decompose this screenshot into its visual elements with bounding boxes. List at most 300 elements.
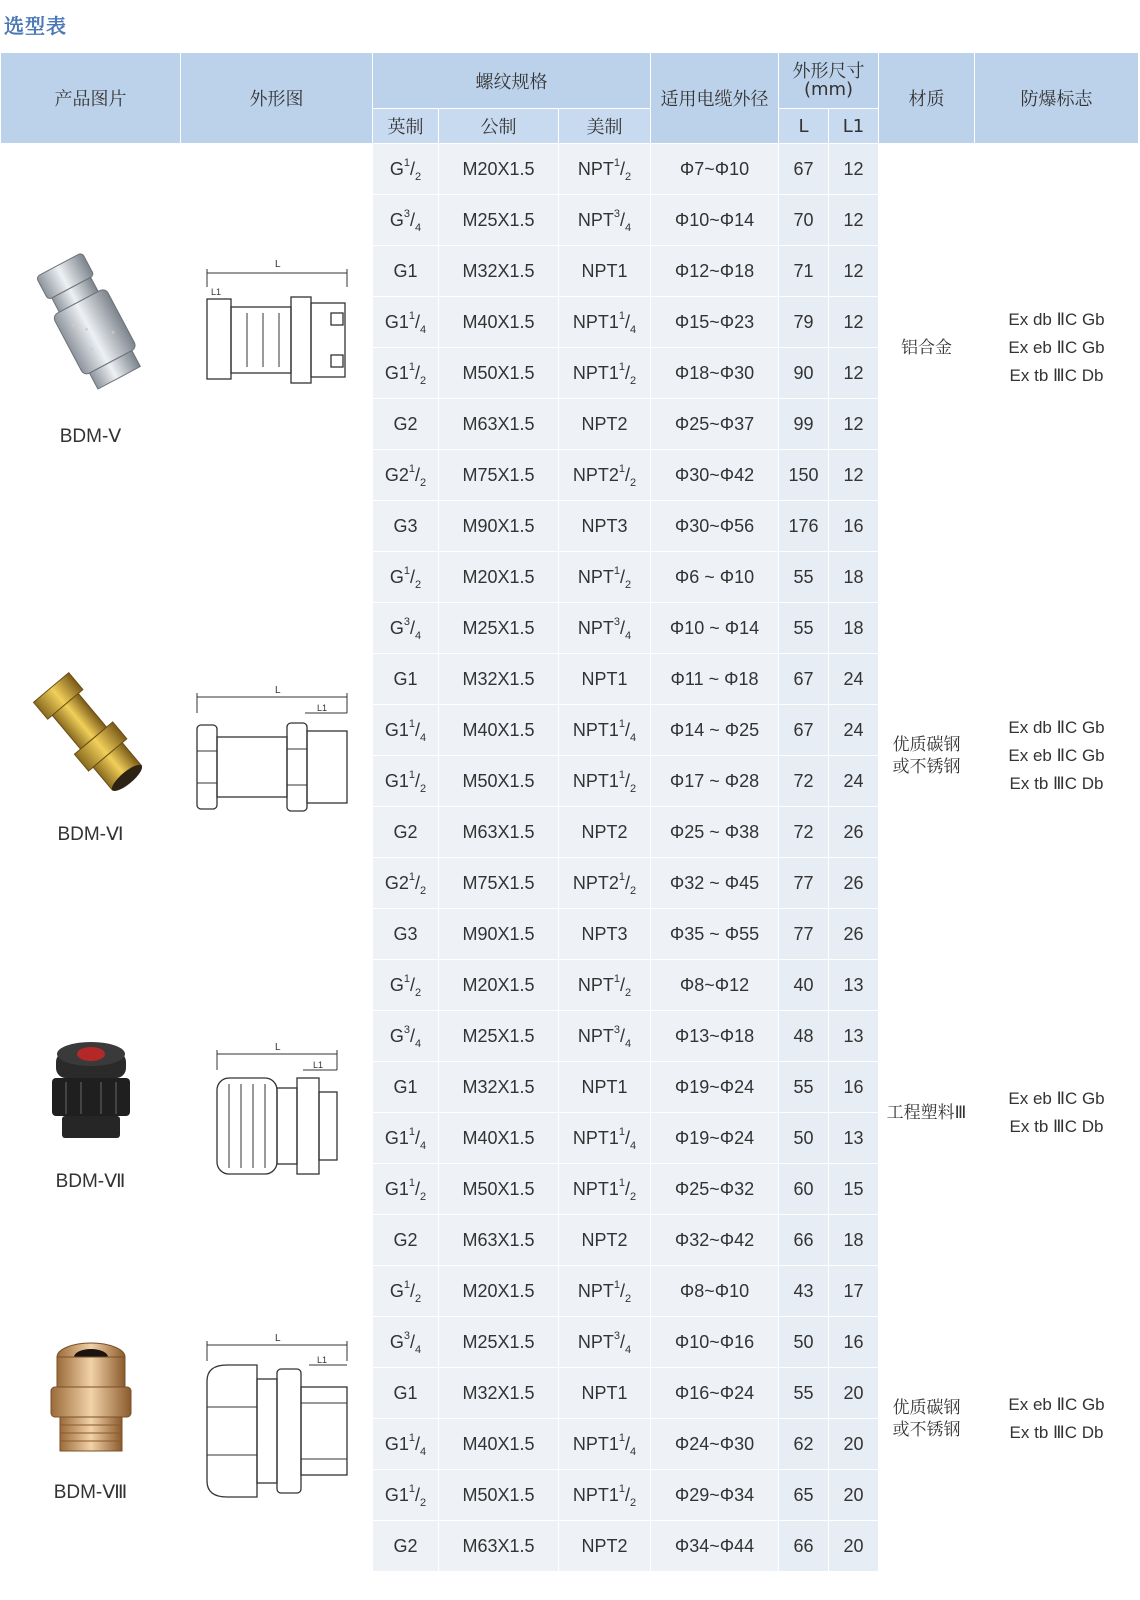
dim-L-value: 90 <box>779 348 829 399</box>
dim-L-value: 77 <box>779 909 829 960</box>
metric-thread: M32X1.5 <box>439 1062 559 1113</box>
cable-diameter: Φ13~Φ18 <box>651 1011 779 1062</box>
npt-thread: NPT2 <box>559 807 651 858</box>
metric-thread: M63X1.5 <box>439 807 559 858</box>
frac-den: 4 <box>630 1445 637 1458</box>
product-photo-bdm-viii <box>36 1333 146 1463</box>
header-dims-title: 外形尺寸 <box>792 60 865 82</box>
header-dim-L: L <box>779 109 829 144</box>
metric-thread: M50X1.5 <box>439 1470 559 1521</box>
frac-den: 2 <box>630 476 637 489</box>
dim-L-value: 50 <box>779 1317 829 1368</box>
cable-diameter: Φ30~Φ56 <box>651 501 779 552</box>
frac-num: 1 <box>403 972 410 985</box>
outline-drawing-cell <box>181 552 373 960</box>
dim-L-value: 66 <box>779 1215 829 1266</box>
material-line: 优质碳钢 <box>892 734 961 755</box>
cable-diameter: Φ34~Φ44 <box>651 1521 779 1572</box>
header-cable-od: 适用电缆外径 <box>651 53 779 144</box>
imperial-thread: $G1^1/_4$ <box>373 1113 439 1164</box>
cable-diameter: Φ14 ~ Φ25 <box>651 705 779 756</box>
dim-label-L1: L1 <box>210 287 221 297</box>
frac-num: 1 <box>408 717 415 730</box>
frac-den: 4 <box>630 323 637 336</box>
imperial-thread: G3 <box>373 501 439 552</box>
imperial-thread: $G^1/_2$ <box>373 960 439 1011</box>
cable-diameter: Φ15~Φ23 <box>651 297 779 348</box>
imperial-thread: $G^1/_2$ <box>373 1266 439 1317</box>
header-dims <box>779 53 879 109</box>
product-photo-bdm-vii <box>36 1032 146 1152</box>
material-line: 或不锈钢 <box>892 1419 961 1440</box>
npt-thread: $NPT^3/_4$ <box>559 195 651 246</box>
dim-L-value: 40 <box>779 960 829 1011</box>
frac-den: 2 <box>630 782 637 795</box>
table-row <box>1 144 1139 195</box>
dim-L-value: 50 <box>779 1113 829 1164</box>
header-metric: 公制 <box>439 109 559 144</box>
frac-num: 1 <box>408 1482 415 1495</box>
frac-num: 1 <box>408 1125 415 1138</box>
frac-den: 2 <box>625 986 632 999</box>
dim-L1-value: 16 <box>829 1062 879 1113</box>
cable-diameter: Φ32~Φ42 <box>651 1215 779 1266</box>
frac-den: 2 <box>420 782 427 795</box>
frac-num: 1 <box>618 309 625 322</box>
imperial-thread: G2 <box>373 399 439 450</box>
dim-L1-value: 12 <box>829 348 879 399</box>
frac-num: 1 <box>613 564 620 577</box>
dim-L-value: 176 <box>779 501 829 552</box>
frac-den: 2 <box>415 170 422 183</box>
dim-L1-value: 13 <box>829 960 879 1011</box>
model-name: BDM-Ⅷ <box>53 1482 128 1503</box>
npt-thread: $NPT2^1/_2$ <box>559 450 651 501</box>
metric-thread: M20X1.5 <box>439 144 559 195</box>
frac-den: 4 <box>420 1445 427 1458</box>
ex-mark-cell <box>975 552 1139 960</box>
table-body <box>1 144 1139 1572</box>
imperial-thread: G1 <box>373 1062 439 1113</box>
dim-label-L1: L1 <box>316 703 327 713</box>
dim-L-value: 77 <box>779 858 829 909</box>
dim-L-value: 71 <box>779 246 829 297</box>
metric-thread: M75X1.5 <box>439 450 559 501</box>
dim-L-value: 55 <box>779 552 829 603</box>
dim-L1-value: 12 <box>829 246 879 297</box>
dim-L1-value: 15 <box>829 1164 879 1215</box>
imperial-thread: G2 <box>373 807 439 858</box>
npt-thread: $NPT2^1/_2$ <box>559 858 651 909</box>
outline-drawing-cell <box>181 960 373 1266</box>
imperial-thread: $G1^1/_4$ <box>373 705 439 756</box>
npt-thread: $NPT1^1/_2$ <box>559 1470 651 1521</box>
metric-thread: M40X1.5 <box>439 1419 559 1470</box>
frac-den: 4 <box>415 1037 422 1050</box>
dim-L-value: 62 <box>779 1419 829 1470</box>
table-row <box>1 1266 1139 1317</box>
cable-diameter: Φ6 ~ Φ10 <box>651 552 779 603</box>
frac-num: 1 <box>618 462 625 475</box>
ex-mark-line: Ex tb ⅢC Db <box>1009 1422 1104 1442</box>
dim-L1-value: 20 <box>829 1521 879 1572</box>
product-photo-bdm-vi <box>26 665 156 805</box>
frac-num: 1 <box>618 870 625 883</box>
dim-L-value: 72 <box>779 807 829 858</box>
frac-num: 3 <box>403 207 410 220</box>
frac-den: 2 <box>630 1190 637 1203</box>
dim-L1-value: 12 <box>829 450 879 501</box>
frac-num: 1 <box>618 768 625 781</box>
dim-L-value: 67 <box>779 144 829 195</box>
material-cell <box>879 960 975 1266</box>
npt-thread: $NPT1^1/_2$ <box>559 1164 651 1215</box>
dim-L-value: 43 <box>779 1266 829 1317</box>
dim-L1-value: 18 <box>829 1215 879 1266</box>
frac-num: 1 <box>408 1431 415 1444</box>
frac-num: 1 <box>618 1176 625 1189</box>
npt-thread: $NPT^1/_2$ <box>559 144 651 195</box>
metric-thread: M50X1.5 <box>439 1164 559 1215</box>
dim-L1-value: 13 <box>829 1011 879 1062</box>
npt-thread: $NPT1^1/_2$ <box>559 756 651 807</box>
dim-label-L: L <box>274 685 281 696</box>
frac-den: 2 <box>415 986 422 999</box>
imperial-thread: $G^3/_4$ <box>373 1011 439 1062</box>
npt-thread: $NPT^3/_4$ <box>559 1011 651 1062</box>
product-photo-bdm-v <box>26 247 156 407</box>
ex-mark-line: Ex eb ⅡC Gb <box>1008 1088 1105 1108</box>
frac-num: 1 <box>403 156 410 169</box>
frac-num: 1 <box>613 156 620 169</box>
npt-thread: NPT2 <box>559 1521 651 1572</box>
metric-thread: M25X1.5 <box>439 195 559 246</box>
frac-num: 1 <box>408 1176 415 1189</box>
material-cell <box>879 552 975 960</box>
cable-diameter: Φ10~Φ16 <box>651 1317 779 1368</box>
frac-num: 1 <box>408 309 415 322</box>
dim-label-L1: L1 <box>316 1355 327 1365</box>
dim-L1-value: 24 <box>829 654 879 705</box>
dim-L1-value: 26 <box>829 807 879 858</box>
imperial-thread: $G1^1/_4$ <box>373 1419 439 1470</box>
frac-den: 4 <box>625 1037 632 1050</box>
imperial-thread: $G^1/_2$ <box>373 552 439 603</box>
frac-num: 3 <box>403 1023 410 1036</box>
metric-thread: M20X1.5 <box>439 960 559 1011</box>
dim-L1-value: 20 <box>829 1368 879 1419</box>
cable-diameter: Φ7~Φ10 <box>651 144 779 195</box>
table-row <box>1 960 1139 1011</box>
model-name: BDM-Ⅶ <box>55 1171 126 1192</box>
imperial-thread: $G^1/_2$ <box>373 144 439 195</box>
header-dim-L1: L1 <box>829 109 879 144</box>
header-imperial: 英制 <box>373 109 439 144</box>
header-outline: 外形图 <box>181 53 373 144</box>
dim-L1-value: 13 <box>829 1113 879 1164</box>
dim-label-L1: L1 <box>312 1060 323 1070</box>
frac-den: 4 <box>420 323 427 336</box>
imperial-thread: $G1^1/_2$ <box>373 756 439 807</box>
dim-L-value: 55 <box>779 1062 829 1113</box>
cable-diameter: Φ35 ~ Φ55 <box>651 909 779 960</box>
npt-thread: $NPT1^1/_4$ <box>559 1113 651 1164</box>
cable-diameter: Φ19~Φ24 <box>651 1113 779 1164</box>
metric-thread: M50X1.5 <box>439 348 559 399</box>
model-name: BDM-Ⅴ <box>59 426 122 447</box>
cable-diameter: Φ29~Φ34 <box>651 1470 779 1521</box>
frac-num: 1 <box>618 717 625 730</box>
header-dims-unit: (mm) <box>803 78 854 100</box>
imperial-thread: $G2^1/_2$ <box>373 858 439 909</box>
cable-diameter: Φ18~Φ30 <box>651 348 779 399</box>
ex-mark-cell <box>975 960 1139 1266</box>
ex-mark-line: Ex eb ⅡC Gb <box>1008 1394 1105 1414</box>
frac-den: 2 <box>420 884 427 897</box>
dim-L-value: 70 <box>779 195 829 246</box>
dim-L-value: 99 <box>779 399 829 450</box>
product-image-cell <box>1 552 181 960</box>
imperial-thread: $G^3/_4$ <box>373 603 439 654</box>
imperial-thread: G1 <box>373 246 439 297</box>
cable-diameter: Φ25~Φ32 <box>651 1164 779 1215</box>
frac-den: 2 <box>415 578 422 591</box>
dim-L1-value: 16 <box>829 1317 879 1368</box>
outline-drawing-cell <box>181 1266 373 1572</box>
npt-thread: $NPT^1/_2$ <box>559 960 651 1011</box>
frac-den: 4 <box>625 1343 632 1356</box>
material-cell <box>879 1266 975 1572</box>
dim-L1-value: 26 <box>829 909 879 960</box>
page-title: 选型表 <box>4 14 67 38</box>
metric-thread: M40X1.5 <box>439 1113 559 1164</box>
frac-den: 2 <box>420 1190 427 1203</box>
npt-thread: $NPT^1/_2$ <box>559 552 651 603</box>
frac-den: 4 <box>420 731 427 744</box>
cable-diameter: Φ30~Φ42 <box>651 450 779 501</box>
dim-L-value: 150 <box>779 450 829 501</box>
npt-thread: $NPT^1/_2$ <box>559 1266 651 1317</box>
frac-num: 1 <box>408 360 415 373</box>
metric-thread: M90X1.5 <box>439 909 559 960</box>
metric-thread: M50X1.5 <box>439 756 559 807</box>
imperial-thread: G2 <box>373 1215 439 1266</box>
dim-L1-value: 20 <box>829 1470 879 1521</box>
metric-thread: M32X1.5 <box>439 654 559 705</box>
frac-den: 4 <box>420 1139 427 1152</box>
npt-thread: NPT2 <box>559 399 651 450</box>
imperial-thread: $G1^1/_2$ <box>373 1164 439 1215</box>
ex-mark-cell <box>975 1266 1139 1572</box>
frac-den: 2 <box>625 170 632 183</box>
ex-mark-line: Ex eb ⅡC Gb <box>1008 745 1105 765</box>
cable-diameter: Φ16~Φ24 <box>651 1368 779 1419</box>
ex-mark-cell <box>975 144 1139 552</box>
dim-L1-value: 26 <box>829 858 879 909</box>
material-cell <box>879 144 975 552</box>
outline-drawing-4 <box>187 1321 367 1511</box>
dim-L-value: 60 <box>779 1164 829 1215</box>
frac-num: 1 <box>618 1431 625 1444</box>
dim-L1-value: 17 <box>829 1266 879 1317</box>
header-american: 美制 <box>559 109 651 144</box>
dim-L-value: 55 <box>779 1368 829 1419</box>
ex-mark-line: Ex tb ⅢC Db <box>1009 365 1104 385</box>
selection-table <box>0 52 1139 1572</box>
ex-mark-line: Ex eb ⅡC Gb <box>1008 337 1105 357</box>
dim-L-value: 79 <box>779 297 829 348</box>
frac-num: 1 <box>403 1278 410 1291</box>
cable-diameter: Φ8~Φ10 <box>651 1266 779 1317</box>
frac-num: 1 <box>618 360 625 373</box>
metric-thread: M32X1.5 <box>439 246 559 297</box>
imperial-thread: G2 <box>373 1521 439 1572</box>
metric-thread: M25X1.5 <box>439 1011 559 1062</box>
dim-L1-value: 12 <box>829 144 879 195</box>
header-material: 材质 <box>879 53 975 144</box>
ex-mark-line: Ex db ⅡC Gb <box>1008 309 1105 329</box>
imperial-thread: G3 <box>373 909 439 960</box>
dim-L-value: 66 <box>779 1521 829 1572</box>
frac-num: 1 <box>613 1278 620 1291</box>
npt-thread: $NPT1^1/_4$ <box>559 705 651 756</box>
imperial-thread: $G1^1/_2$ <box>373 1470 439 1521</box>
frac-den: 2 <box>415 1292 422 1305</box>
material-line: 优质碳钢 <box>892 1397 961 1418</box>
dim-label-L: L <box>274 1333 281 1344</box>
imperial-thread: $G2^1/_2$ <box>373 450 439 501</box>
frac-den: 4 <box>630 731 637 744</box>
npt-thread: $NPT1^1/_4$ <box>559 297 651 348</box>
model-name: BDM-Ⅵ <box>57 824 124 845</box>
dim-L1-value: 18 <box>829 552 879 603</box>
material-line: 铝合金 <box>901 337 953 358</box>
frac-num: 3 <box>613 615 620 628</box>
metric-thread: M75X1.5 <box>439 858 559 909</box>
dim-label-L: L <box>274 1042 281 1053</box>
frac-num: 1 <box>408 462 415 475</box>
cable-diameter: Φ24~Φ30 <box>651 1419 779 1470</box>
npt-thread: $NPT^3/_4$ <box>559 1317 651 1368</box>
product-image-cell <box>1 1266 181 1572</box>
dim-L-value: 48 <box>779 1011 829 1062</box>
outline-drawing-cell <box>181 144 373 552</box>
npt-thread: $NPT^3/_4$ <box>559 603 651 654</box>
metric-thread: M25X1.5 <box>439 1317 559 1368</box>
metric-thread: M63X1.5 <box>439 1215 559 1266</box>
cable-diameter: Φ25 ~ Φ38 <box>651 807 779 858</box>
header-product-image: 产品图片 <box>1 53 181 144</box>
metric-thread: M90X1.5 <box>439 501 559 552</box>
imperial-thread: G1 <box>373 654 439 705</box>
frac-num: 1 <box>403 564 410 577</box>
dim-label-L: L <box>274 259 281 270</box>
frac-den: 2 <box>625 1292 632 1305</box>
dim-L1-value: 24 <box>829 705 879 756</box>
cable-diameter: Φ32 ~ Φ45 <box>651 858 779 909</box>
frac-den: 2 <box>420 1496 427 1509</box>
cable-diameter: Φ17 ~ Φ28 <box>651 756 779 807</box>
frac-num: 1 <box>613 972 620 985</box>
metric-thread: M20X1.5 <box>439 1266 559 1317</box>
npt-thread: NPT1 <box>559 1368 651 1419</box>
imperial-thread: $G1^1/_2$ <box>373 348 439 399</box>
imperial-thread: $G^3/_4$ <box>373 195 439 246</box>
cable-diameter: Φ10~Φ14 <box>651 195 779 246</box>
imperial-thread: $G1^1/_4$ <box>373 297 439 348</box>
npt-thread: $NPT1^1/_2$ <box>559 348 651 399</box>
dim-L-value: 67 <box>779 654 829 705</box>
frac-num: 3 <box>613 1023 620 1036</box>
header-ex-mark: 防爆标志 <box>975 53 1139 144</box>
dim-L-value: 72 <box>779 756 829 807</box>
outline-drawing-3 <box>187 1030 367 1190</box>
npt-thread: NPT1 <box>559 1062 651 1113</box>
table-row <box>1 552 1139 603</box>
ex-mark-line: Ex db ⅡC Gb <box>1008 717 1105 737</box>
ex-mark-line: Ex tb ⅢC Db <box>1009 773 1104 793</box>
dim-L1-value: 20 <box>829 1419 879 1470</box>
material-line: 工程塑料Ⅲ <box>886 1102 967 1123</box>
dim-L1-value: 12 <box>829 399 879 450</box>
frac-num: 3 <box>403 615 410 628</box>
dim-L1-value: 24 <box>829 756 879 807</box>
metric-thread: M25X1.5 <box>439 603 559 654</box>
frac-num: 3 <box>613 1329 620 1342</box>
frac-num: 1 <box>618 1125 625 1138</box>
frac-num: 3 <box>613 207 620 220</box>
dim-L-value: 55 <box>779 603 829 654</box>
frac-den: 4 <box>415 1343 422 1356</box>
frac-den: 4 <box>630 1139 637 1152</box>
frac-den: 4 <box>415 629 422 642</box>
table-header <box>1 53 1139 144</box>
frac-den: 2 <box>420 476 427 489</box>
frac-den: 2 <box>630 374 637 387</box>
cable-diameter: Φ12~Φ18 <box>651 246 779 297</box>
frac-den: 4 <box>415 221 422 234</box>
npt-thread: NPT3 <box>559 501 651 552</box>
outline-drawing-2 <box>187 673 367 833</box>
frac-num: 1 <box>408 870 415 883</box>
npt-thread: NPT1 <box>559 246 651 297</box>
cable-diameter: Φ19~Φ24 <box>651 1062 779 1113</box>
frac-den: 2 <box>625 578 632 591</box>
cable-diameter: Φ11 ~ Φ18 <box>651 654 779 705</box>
imperial-thread: G1 <box>373 1368 439 1419</box>
dim-L1-value: 12 <box>829 297 879 348</box>
product-image-cell <box>1 144 181 552</box>
npt-thread: NPT3 <box>559 909 651 960</box>
frac-den: 2 <box>630 1496 637 1509</box>
frac-den: 4 <box>625 221 632 234</box>
metric-thread: M20X1.5 <box>439 552 559 603</box>
dim-L1-value: 18 <box>829 603 879 654</box>
dim-L-value: 67 <box>779 705 829 756</box>
frac-den: 4 <box>625 629 632 642</box>
dim-L1-value: 16 <box>829 501 879 552</box>
metric-thread: M40X1.5 <box>439 297 559 348</box>
metric-thread: M63X1.5 <box>439 1521 559 1572</box>
npt-thread: NPT1 <box>559 654 651 705</box>
npt-thread: $NPT1^1/_4$ <box>559 1419 651 1470</box>
metric-thread: M40X1.5 <box>439 705 559 756</box>
metric-thread: M32X1.5 <box>439 1368 559 1419</box>
dim-L1-value: 12 <box>829 195 879 246</box>
header-thread-spec: 螺纹规格 <box>373 53 651 109</box>
frac-num: 1 <box>618 1482 625 1495</box>
ex-mark-line: Ex tb ⅢC Db <box>1009 1116 1104 1136</box>
